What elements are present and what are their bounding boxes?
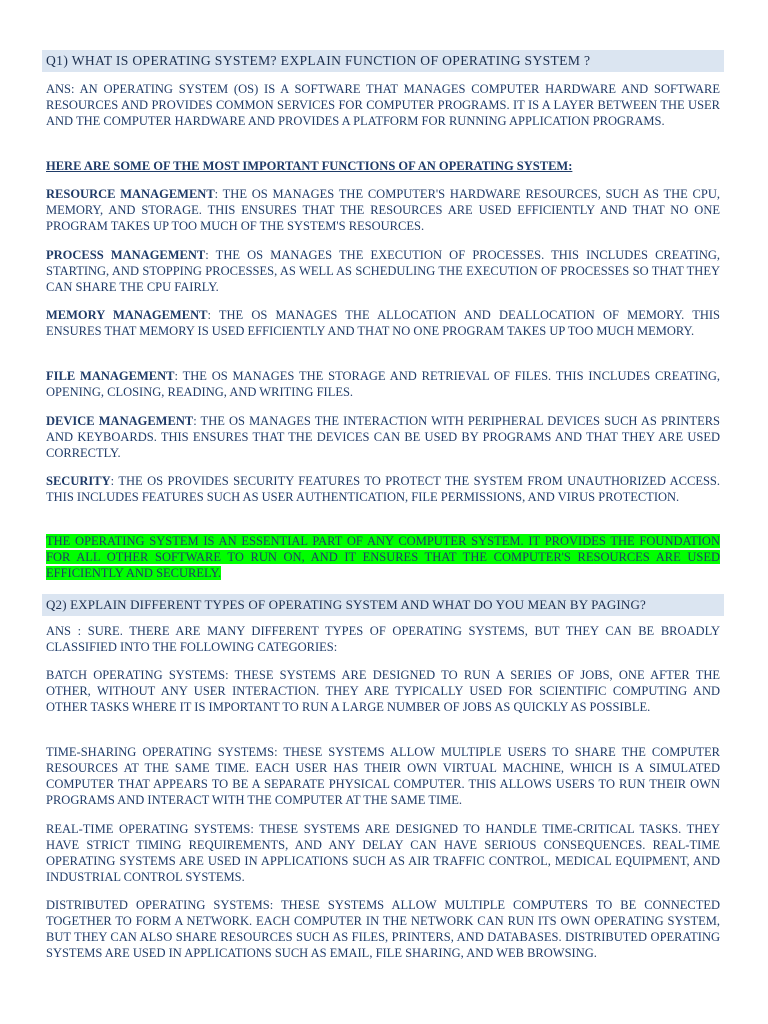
q1-conclusion — [46, 533, 720, 581]
functions-intro-text: HERE ARE SOME OF THE MOST IMPORTANT FUNCTIONS OF AN OPERATING SYSTEM: — [46, 159, 573, 173]
function-memory-management — [46, 307, 720, 339]
function-text: : THE OS MANAGES THE STORAGE AND RETRIEVAL OF FILES. THIS INCLUDES CREATING, OPENING, CLOSING, READING, AND WRITING FILES. — [46, 369, 720, 400]
function-term: DEVICE MANAGEMENT — [46, 414, 194, 428]
functions-intro — [46, 158, 720, 174]
function-text: : THE OS MANAGES THE EXECUTION OF PROCESSES. THIS INCLUDES CREATING, STARTING, AND STOPPING PROCESSES, AS WELL AS SCHEDULING THE EXECUTION OF PROCESSES SO THAT THEY CAN SHARE THE CPU FAIRLY. — [46, 248, 721, 295]
function-term: FILE MANAGEMENT — [46, 369, 175, 383]
q1-answer: ANS: AN OPERATING SYSTEM (OS) IS A SOFTWARE THAT MANAGES COMPUTER HARDWARE AND SOFTWARE RESOURCES AND PROVIDES COMMON SERVICES FOR COMPUTER PROGRAMS. IT IS A LAYER BETWEEN THE USER AND THE COMPUTER HARDWARE AND PROVIDES A PLATFORM FOR RUNNING APPLICATION PROGRAMS. — [46, 82, 720, 129]
os-type-time-sharing: TIME-SHARING OPERATING SYSTEMS: THESE SYSTEMS ALLOW MULTIPLE USERS TO SHARE THE COMPUTER RESOURCES AT THE SAME TIME. EACH USER HAS THEIR OWN VIRTUAL MACHINE, WHICH IS A SIMULATED COMPUTER THAT APPEARS TO BE A SEPARATE PHYSICAL COMPUTER. THIS ALLOWS USERS TO RUN THEIR OWN PROGRAMS AND INTERACT WITH THE COMPUTER AT THE SAME TIME. — [46, 745, 720, 808]
function-text: : THE OS MANAGES THE INTERACTION WITH PERIPHERAL DEVICES SUCH AS PRINTERS AND KEYBOARDS. THIS ENSURES THAT THE DEVICES CAN BE USED BY PROGRAMS AND THAT THEY ARE USED CORRECTLY. — [46, 414, 720, 461]
function-text: : THE OS MANAGES THE ALLOCATION AND DEALLOCATION OF MEMORY. THIS ENSURES THAT MEMORY IS USED EFFICIENTLY AND THAT NO ONE PROGRAM TAKES UP TOO MUCH MEMORY. — [46, 308, 720, 339]
function-process-management — [46, 247, 720, 295]
function-file-management — [46, 368, 720, 400]
function-security — [46, 473, 720, 505]
function-term: MEMORY MANAGEMENT — [46, 308, 208, 322]
function-term: SECURITY — [46, 474, 111, 488]
function-term: PROCESS MANAGEMENT — [46, 248, 206, 262]
q2-heading: Q2) EXPLAIN DIFFERENT TYPES OF OPERATING SYSTEM AND WHAT DO YOU MEAN BY PAGING? — [42, 594, 724, 616]
os-type-distributed: DISTRIBUTED OPERATING SYSTEMS: THESE SYSTEMS ALLOW MULTIPLE COMPUTERS TO BE CONNECTED TOGETHER TO FORM A NETWORK. EACH COMPUTER IN THE NETWORK CAN RUN ITS OWN OPERATING SYSTEM, BUT THEY CAN ALSO SHARE RESOURCES SUCH AS FILES, PRINTERS, AND DATABASES. DISTRIBUTED OPERATING SYSTEMS ARE USED IN APPLICATIONS SUCH AS EMAIL, FILE SHARING, AND WEB BROWSING. — [46, 898, 720, 961]
highlighted-conclusion: THE OPERATING SYSTEM IS AN ESSENTIAL PART OF ANY COMPUTER SYSTEM. IT PROVIDES THE FOUNDATION FOR ALL OTHER SOFTWARE TO RUN ON, AND IT ENSURES THAT THE COMPUTER'S RESOURCES ARE USED EFFICIENTLY AND SECURELY. — [46, 534, 720, 581]
function-resource-management — [46, 186, 720, 234]
q2-answer: ANS : SURE. THERE ARE MANY DIFFERENT TYPES OF OPERATING SYSTEMS, BUT THEY CAN BE BROADLY CLASSIFIED INTO THE FOLLOWING CATEGORIES: — [46, 624, 720, 655]
q1-heading: Q1) WHAT IS OPERATING SYSTEM? EXPLAIN FUNCTION OF OPERATING SYSTEM ? — [42, 50, 724, 72]
function-device-management — [46, 413, 720, 461]
os-type-batch: BATCH OPERATING SYSTEMS: THESE SYSTEMS ARE DESIGNED TO RUN A SERIES OF JOBS, ONE AFTER THE OTHER, WITHOUT ANY USER INTERACTION. THEY ARE TYPICALLY USED FOR SCIENTIFIC COMPUTING AND OTHER TASKS WHERE IT IS IMPORTANT TO RUN A LARGE NUMBER OF JOBS AS QUICKLY AS POSSIBLE. — [46, 668, 720, 715]
function-text: : THE OS PROVIDES SECURITY FEATURES TO PROTECT THE SYSTEM FROM UNAUTHORIZED ACCESS. THIS INCLUDES FEATURES SUCH AS USER AUTHENTICATION, FILE PERMISSIONS, AND VIRUS PROTECTION. — [46, 474, 720, 505]
function-term: RESOURCE MANAGEMENT — [46, 187, 215, 201]
function-text: : THE OS MANAGES THE COMPUTER'S HARDWARE RESOURCES, SUCH AS THE CPU, MEMORY, AND STORAGE. THIS ENSURES THAT THE RESOURCES ARE USED EFFICIENTLY AND THAT NO ONE PROGRAM TAKES UP TOO MUCH OF THE SYSTEM'S RESOURCES. — [46, 187, 720, 234]
os-type-real-time: REAL-TIME OPERATING SYSTEMS: THESE SYSTEMS ARE DESIGNED TO HANDLE TIME-CRITICAL TASKS. THEY HAVE STRICT TIMING REQUIREMENTS, AND ANY DELAY CAN HAVE SERIOUS CONSEQUENCES. REAL-TIME OPERATING SYSTEMS ARE USED IN APPLICATIONS SUCH AS AIR TRAFFIC CONTROL, MEDICAL EQUIPMENT, AND INDUSTRIAL CONTROL SYSTEMS. — [46, 822, 720, 885]
